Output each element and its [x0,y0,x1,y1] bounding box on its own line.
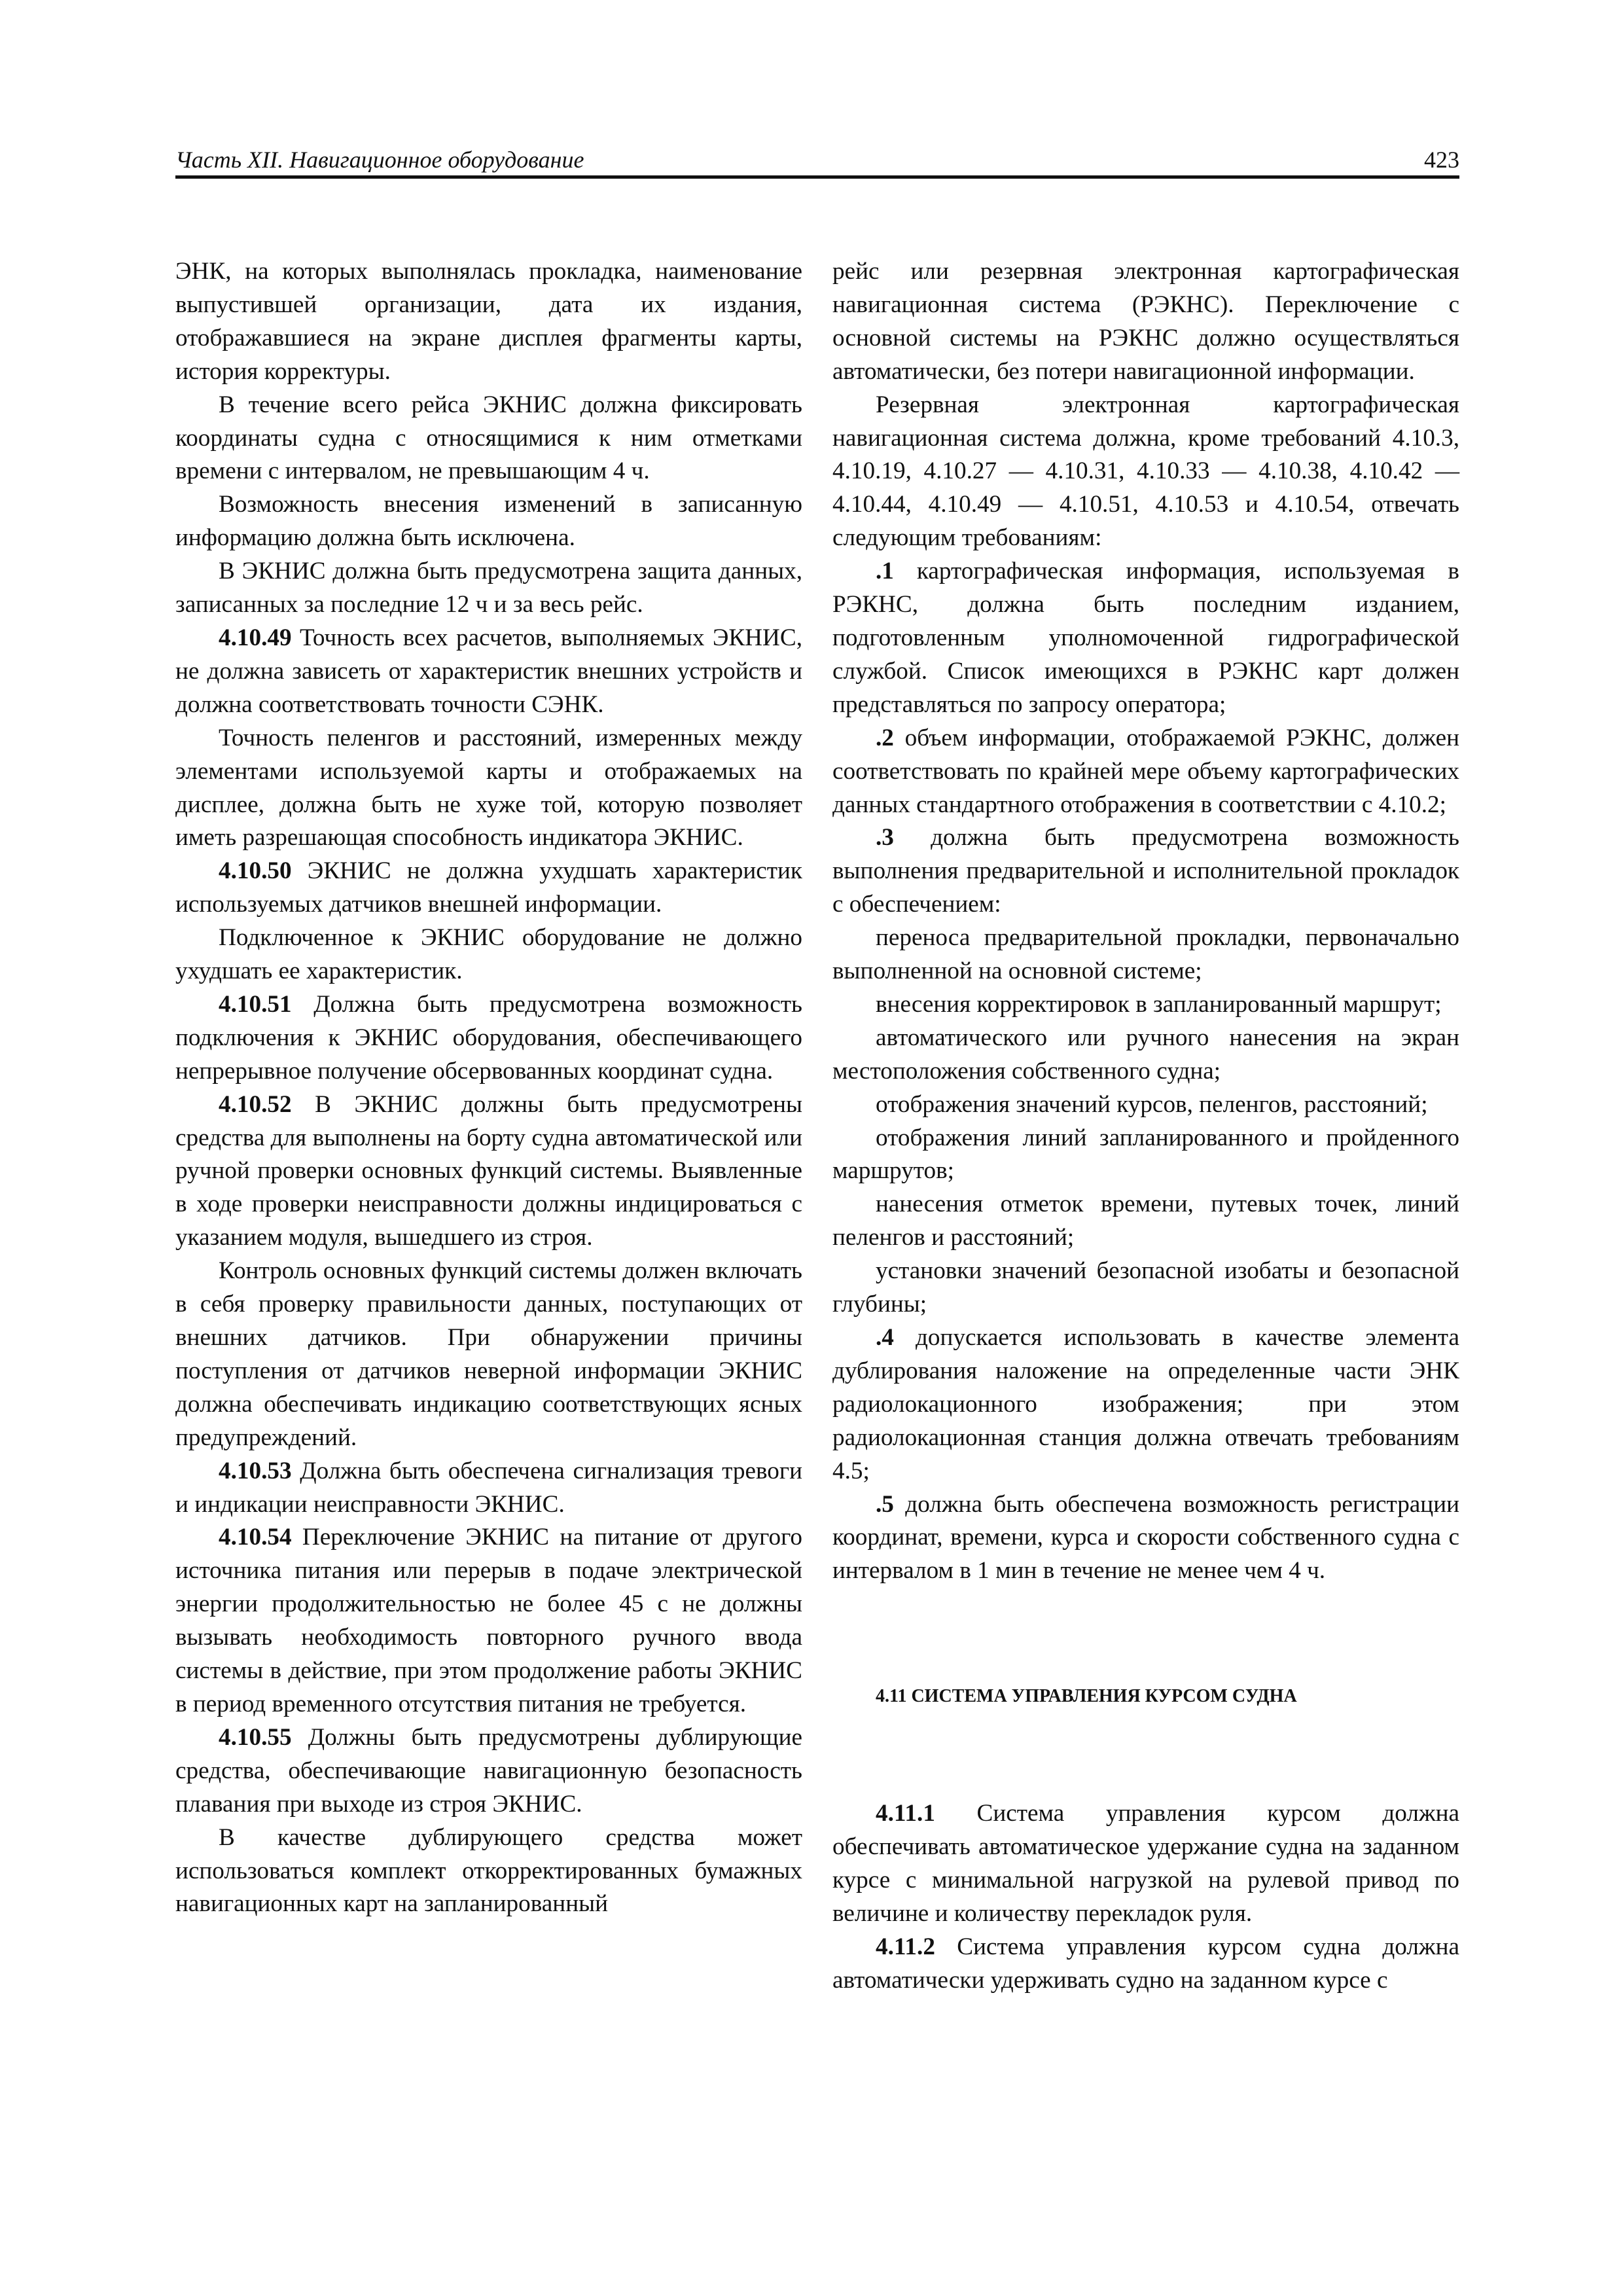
sub-item: отображения линий запланированного и пройденного маршрутов; [832,1124,1459,1185]
section-heading: 4.11 СИСТЕМА УПРАВЛЕНИЯ КУРСОМ СУДНА [876,1686,1297,1707]
clause-4-10-55: 4.10.55 Должны быть предусмотрены дублирующие средства, обеспечивающие навигационную безопасность плавания при выходе из строя ЭКНИС. [175,1723,802,1818]
paragraph: Контроль основных функций системы должен включать в себя проверку правильности данных, поступающих от внешних датчиков. При обнаружении причины поступления от датчиков неверной информации ЭКНИС должна обеспечивать индикацию соответствующих ясных предупреждений. [175,1257,802,1451]
clause-4-10-53: 4.10.53 Должна быть обеспечена сигнализация тревоги и индикации неисправности ЭКНИС. [175,1457,802,1518]
clause-4-10-52: 4.10.52 В ЭКНИС должны быть предусмотрены средства для выполнены на борту судна автоматической или ручной проверки основных функций системы. Выявленные в ходе проверки неисправности должны индицироваться с указанием модуля, вышедшего из строя. [175,1090,803,1251]
item-number: .5 [876,1490,894,1518]
clause-number: 4.10.49 [219,624,292,651]
clause-4-11-2: 4.11.2 Система управления курсом судна должна автоматически удерживать судно на заданном курсе с [832,1933,1460,1994]
clause-number: 4.10.55 [219,1723,292,1751]
sub-item: внесения корректировок в запланированный маршрут; [876,990,1442,1018]
clause-number: 4.10.53 [219,1457,292,1484]
header-rule [175,175,1459,179]
clause-4-11-1: 4.11.1 Система управления курсом должна обеспечивать автоматическое удержание судна на заданном курсе с минимальной нагрузкой на рулевой привод по величине и количеству перекладок руля. [832,1800,1460,1927]
paragraph: Возможность внесения изменений в записанную информацию должна быть исключена. [175,491,802,552]
left-column [175,255,802,1921]
item-number: .2 [876,724,894,751]
clause-number: 4.11.1 [876,1800,935,1827]
item-number: .3 [876,824,894,852]
paragraph: рейс или резервная электронная картографическая навигационная система (РЭКНС). Переключение с основной системы на РЭКНС должно осуществляться автоматически, без потери навигационной информации. [832,258,1459,385]
clause-number: 4.10.50 [219,857,292,885]
list-item-4: .4 допускается использовать в качестве элемента дублирования наложение на определенные части ЭНК радиолокационного изображения; при этом радиолокационная станция должна отвечать требованиям 4.5; [832,1324,1459,1484]
sub-item: установки значений безопасной изобаты и безопасной глубины; [832,1257,1459,1318]
list-item-3: .3 должна быть предусмотрена возможность выполнения предварительной и исполнительной прокладок с обеспечением: [832,824,1459,918]
list-item-5: .5 должна быть обеспечена возможность регистрации координат, времени, курса и скорости собственного судна с интервалом в 1 мин в течение не менее чем 4 ч. [832,1490,1460,1585]
paragraph: Подключенное к ЭКНИС оборудование не должно ухудшать ее характеристик. [175,924,802,985]
sub-item: переноса предварительной прокладки, первоначально выполненной на основной системе; [832,924,1459,985]
list-item-1: .1 картографическая информация, используемая в РЭКНС, должна быть последним изданием, подготовленным уполномоченной гидрографической службой. Список имеющихся в РЭКНС карт должен представляться по запросу оператора; [832,558,1459,718]
running-header [175,145,1459,179]
spacer [832,1710,1459,1797]
sub-item: автоматического или ручного нанесения на экран местоположения собственного судна; [832,1024,1459,1085]
paragraph: Точность пеленгов и расстояний, измеренных между элементами используемой карты и отображаемых на дисплее, должна быть не хуже той, которую позволяет иметь разрешающая способность индикатора ЭКНИС. [175,724,802,852]
paragraph: В ЭКНИС должна быть предусмотрена защита данных, записанных за последние 12 ч и за весь рейс. [175,558,802,619]
paragraph: В качестве дублирующего средства может использоваться комплект откорректированных бумажных навигационных карт на запланированный [175,1823,802,1918]
clause-number: 4.11.2 [876,1933,935,1960]
list-item-2: .2 объем информации, отображаемой РЭКНС, должен соответствовать по крайней мере объему картографических данных стандартного отображения в соответствии с 4.10.2; [832,724,1460,818]
sub-item: отображения значений курсов, пеленгов, расстояний; [876,1090,1428,1118]
paragraph: ЭНК, на которых выполнялась прокладка, наименование выпустившей организации, дата их издания, отображавшиеся на экране дисплея фрагменты карты, история корректуры. [175,258,802,385]
clause-number: 4.10.52 [219,1090,292,1118]
paragraph: В течение всего рейса ЭКНИС должна фиксировать координаты судна с относящимися к ним отметками времени с интервалом, не превышающим 4 ч. [175,391,802,485]
sub-item: нанесения отметок времени, путевых точек, линий пеленгов и расстояний; [832,1191,1459,1251]
clause-4-10-49: 4.10.49 Точность всех расчетов, выполняемых ЭКНИС, не должна зависеть от характеристик внешних устройств и должна соответствовать точности СЭНК. [175,624,802,718]
header-title: Часть XII. Навигационное оборудование [175,147,584,173]
clause-number: 4.10.51 [219,990,292,1018]
paragraph: Резервная электронная картографическая навигационная система должна, кроме требований 4.10.3, 4.10.19, 4.10.27 — 4.10.31, 4.10.33 — 4.10.38, 4.10.42 — 4.10.44, 4.10.49 — 4.10.51, 4.10.53 и 4.10.54, отвечать следующим требованиям: [832,391,1459,552]
right-column [832,255,1459,1998]
page-number: 423 [1424,147,1459,173]
item-number: .1 [876,558,894,585]
clause-4-10-51: 4.10.51 Должна быть предусмотрена возможность подключения к ЭКНИС оборудования, обеспечивающего непрерывное получение обсервованных координат судна. [175,990,803,1085]
clause-number: 4.10.54 [219,1524,292,1551]
spacer [832,1588,1459,1683]
clause-4-10-50: 4.10.50 ЭКНИС не должна ухудшать характеристик используемых датчиков внешней информации. [175,857,802,918]
item-number: .4 [876,1324,894,1351]
clause-4-10-54: 4.10.54 Переключение ЭКНИС на питание от другого источника питания или перерыв в подаче электрической энергии продолжительностью не более 45 с не должны вызывать необходимость повторного ручного ввода системы в действие, при этом продолжение работы ЭКНИС в период временного отсутствия питания не требуется. [175,1524,802,1717]
